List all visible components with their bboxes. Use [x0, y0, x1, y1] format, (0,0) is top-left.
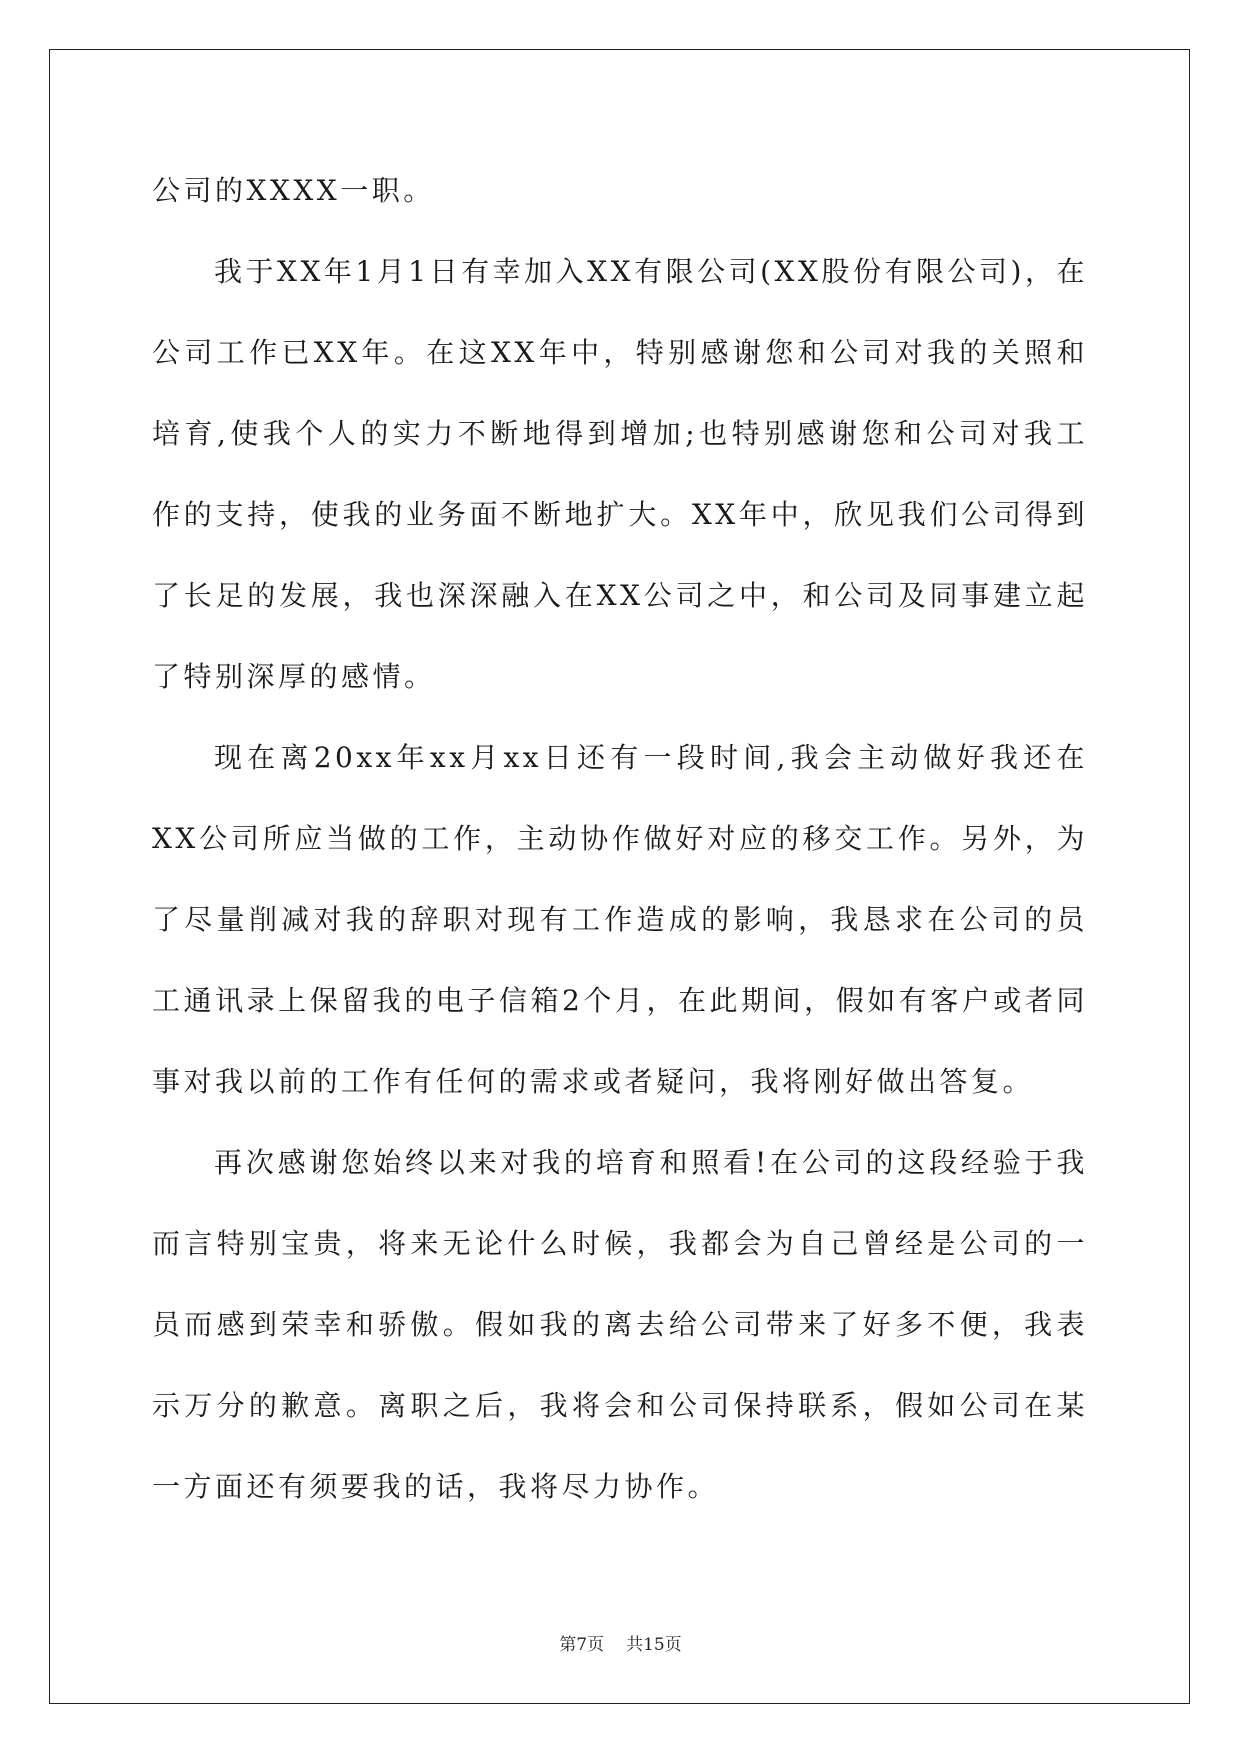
page-footer	[0, 1630, 1241, 1655]
page-number-total: 共15页	[626, 1635, 682, 1655]
document-body	[152, 150, 1088, 1527]
page-number-current: 第7页	[559, 1635, 605, 1655]
paragraph-2: 我于XX年1月1日有幸加入XX有限公司(XX股份有限公司)，在公司工作已XX年。在这XX年中，特别感谢您和公司对我的关照和培育,使我个人的实力不断地得到增加;也特别感谢您和公司对我工作的支持，使我的业务面不断地扩大。XX年中，欣见我们公司得到了长足的发展，我也深深融入在XX公司之中，和公司及同事建立起了特别深厚的感情。	[152, 255, 1088, 693]
paragraph-3: 现在离20xx年xx月xx日还有一段时间,我会主动做好我还在XX公司所应当做的工作，主动协作做好对应的移交工作。另外，为了尽量削减对我的辞职对现有工作造成的影响，我恳求在公司的员工通讯录上保留我的电子信箱2个月，在此期间，假如有客户或者同事对我以前的工作有任何的需求或者疑问，我将刚好做出答复。	[152, 741, 1088, 1098]
paragraph-1: 公司的XXXX一职。	[152, 174, 435, 207]
paragraph-4: 再次感谢您始终以来对我的培育和照看!在公司的这段经验于我而言特别宝贵，将来无论什么时候，我都会为自己曾经是公司的一员而感到荣幸和骄傲。假如我的离去给公司带来了好多不便，我表示万分的歉意。离职之后，我将会和公司保持联系，假如公司在某一方面还有须要我的话，我将尽力协作。	[152, 1146, 1088, 1503]
